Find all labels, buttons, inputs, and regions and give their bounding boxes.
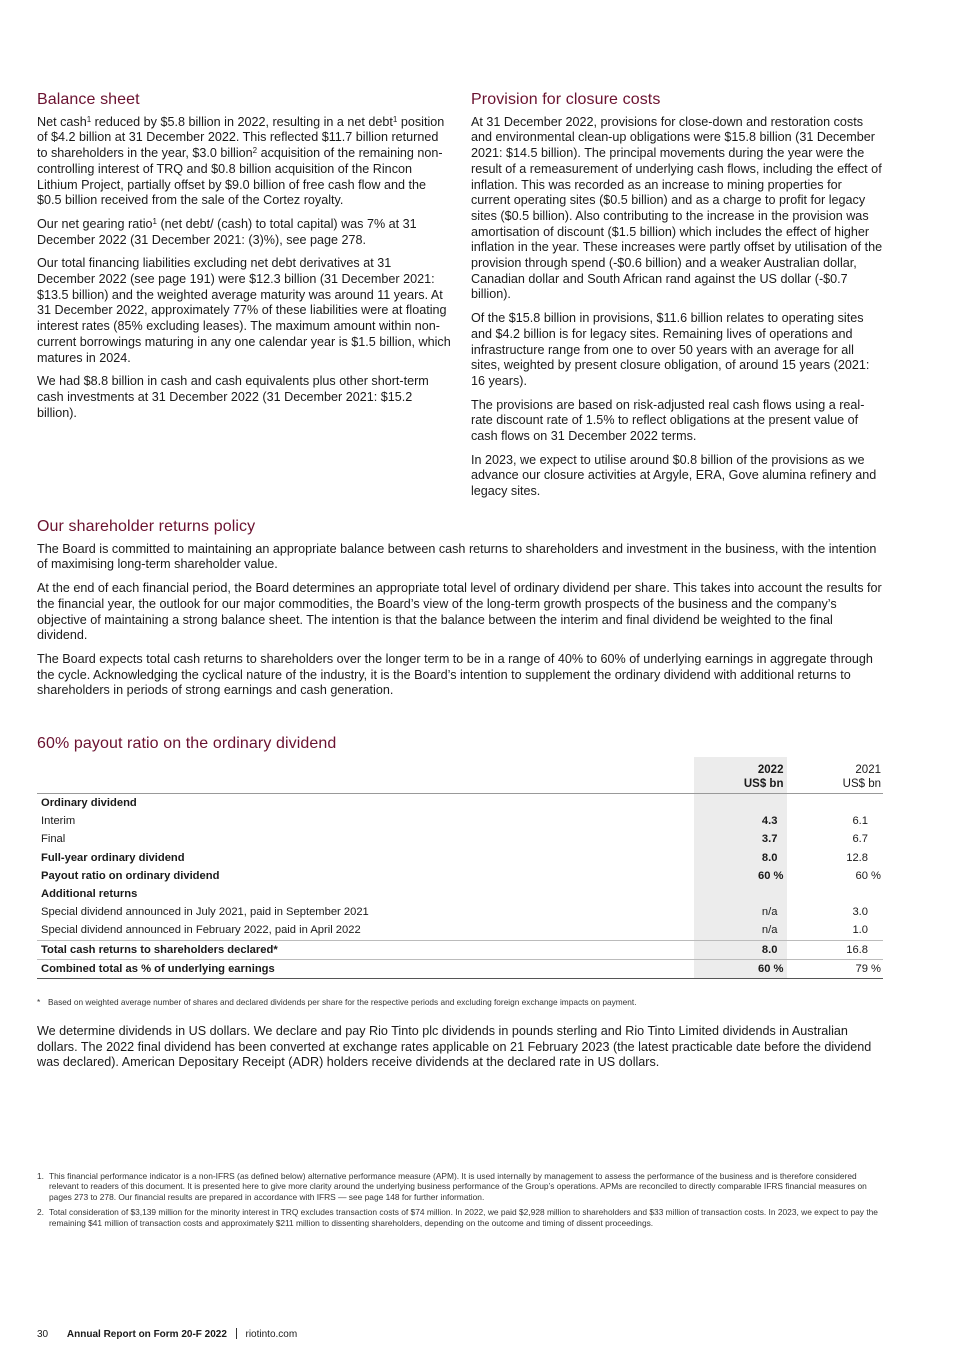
table-row: Combined total as % of underlying earnings 60 % 79 % <box>37 959 883 978</box>
col-2021-header: 2021 US$ bn <box>842 764 881 790</box>
text: (net debt/ (cash) to total capital) was 7% at 31 December 2022 (31 December 2021: (3)%), see page 278. <box>37 216 417 247</box>
shareholder-returns-section <box>37 519 883 707</box>
col-2022-header: 2022 US$ bn <box>694 757 787 794</box>
table-row: Total cash returns to shareholders declared* 8.0 16.8 <box>37 940 883 959</box>
table-row: Final 3.7 6.7 <box>37 830 883 848</box>
paragraph: Of the $15.8 billion in provisions, $11.6 billion relates to operating sites and $4.2 billion is for legacy sites. Remaining lives of operations and infrastructure range from one to over 50 years with an average for all sites, weighted by present closure obligation, of around 15 years (2021: 16 years). <box>471 311 870 388</box>
table-row: Payout ratio on ordinary dividend 60 % 60 % <box>37 867 883 885</box>
text: Net cash <box>37 114 87 129</box>
footnote-marker: * <box>37 997 41 1007</box>
footnote-number: 2. <box>37 1207 44 1218</box>
footnote-number: 1. <box>37 1171 44 1181</box>
paragraph: In 2023, we expect to utilise around $0.8 billion of the provisions as we advance our closure activities at Argyle, ERA, Gove alumina refinery and legacy sites. <box>471 452 877 499</box>
divider <box>236 1328 237 1339</box>
document-title: Annual Report on Form 20-F 2022 <box>66 1329 227 1340</box>
paragraph <box>37 115 452 209</box>
section-title: Provision for closure costs <box>471 91 661 108</box>
page-number: 30 <box>37 1329 49 1340</box>
paragraph: Our total financing liabilities excluding net debt derivatives at 31 December 2022 (see page 191) were $12.3 billion (31 December 2021: $13.5 billion) and the weighted average maturity was around 11 years. At 31 December 2022, approximately 77% of these liabilities were at floating interest rates (85% excluding leases). The maximum amount within non-current borrowings maturing in any one calendar year is $1.5 billion, which matures in 2024. <box>37 256 451 365</box>
footnote <box>37 1207 883 1228</box>
paragraph: The Board expects total cash returns to shareholders over the longer term to be in a range of 40% to 60% of underlying earnings in aggregate through the cycle. Acknowledging the cyclical nature of the industry, it is the Board’s intention to supplement the ordinary dividend with additional returns to shareholders in periods of strong earnings and cash generation. <box>37 651 873 698</box>
paragraph: The Board is committed to maintaining an appropriate balance between cash returns to shareholders and investment in the business, with the intention of maximising long-term shareholder value. <box>37 541 877 572</box>
table-title: 60% payout ratio on the ordinary dividend <box>37 735 337 752</box>
table-row: Special dividend announced in July 2021, paid in September 2021 n/a 3.0 <box>37 903 883 921</box>
text: Our net gearing ratio <box>37 216 153 231</box>
text: acquisition of the remaining non-controlling interest of TRQ and $0.8 billion acquisition of the Rincon Lithium Project, partially offset by $9.0 billion of free cash flow and the $0.5 billion received from the sale of the Cortez royalty. <box>37 146 443 208</box>
paragraph <box>37 217 452 248</box>
footnote-text: Based on weighted average number of shares and declared dividends per share for the respective periods and excluding foreign exchange impacts on payment. <box>48 997 637 1007</box>
footnote-ref: 1 <box>152 216 157 226</box>
table-row: Full-year ordinary dividend 8.0 12.8 <box>37 849 883 867</box>
footnote <box>37 1171 883 1202</box>
paragraph: At 31 December 2022, provisions for close-down and restoration costs and environmental clean-up obligations were $15.8 billion (31 December 2021: $14.5 billion). The principal movements during the year were the result of a remeasurement of underlying cash flows, including the effect of inflation. This was recorded as an increase to mining properties for current operating sites ($0.5 billion) and as a charge to profit for legacy sites ($0.5 billion). Also contributing to the increase in the provision was amortisation of discount ($1.5 billion) which includes the effect of higher inflation in the year. These increases were partly offset by utilisation of the provision through spend (-$0.6 billion) and a weaker Australian dollar, Canadian dollar and South African rand against the US dollar (-$0.7 billion). <box>471 114 883 302</box>
text: position of $4.2 billion at 31 December 2022. This reflected $11.7 billion returned to shareholders in the year, $3.0 billion <box>37 114 445 161</box>
closure-costs-section <box>471 92 883 508</box>
paragraph: At the end of each financial period, the Board determines an appropriate total level of ordinary dividend per share. This takes into account the results for the financial year, the outlook for our major commodities, the Board’s view of the long-term growth prospects of the business and the company’s objective of maintaining a strong balance sheet. The intention is that the balance between the interim and final dividend be weighted to the final dividend. <box>37 581 882 643</box>
table-header <box>37 757 883 794</box>
page-footnotes <box>37 1171 883 1233</box>
table-footnote <box>37 997 883 1007</box>
paragraph: The provisions are based on risk-adjusted real cash flows using a real-rate discount rate of 1.5% to reflect obligations at the present value of cash flows on 31 December 2022 terms. <box>471 397 865 444</box>
paragraph: We had $8.8 billion in cash and cash equivalents plus other short-term cash investments at 31 December 2022 (31 December 2021: $15.2 billion). <box>37 374 429 420</box>
table-row: Interim 4.3 6.1 <box>37 812 883 830</box>
table-row: Additional returns <box>37 885 883 903</box>
footnote-ref: 1 <box>86 114 92 124</box>
text: reduced by $5.8 billion in 2022, resulting in a net debt <box>91 114 393 129</box>
section-title: Balance sheet <box>37 91 140 108</box>
footnote-text: This financial performance indicator is a non-IFRS (as defined below) alternative performance measure (APM). It is used internally by management to assess the performance of the business and is therefore considered relevant to readers of this document. It is presented here to give more clarity around the underlying business performance of the Group’s operations. APMs are reconciled to directly comparable IFRS financial measures on pages 273 to 278. Our financial results are prepared in accordance with IFRS — see page 148 for further information. <box>49 1171 867 1202</box>
section-title: Our shareholder returns policy <box>37 518 256 535</box>
balance-sheet-section <box>37 92 452 429</box>
footnote-ref: 2 <box>252 146 258 156</box>
footnote-text: Total consideration of $3,139 million for the minority interest in TRQ excludes transaction costs of $74 million. In 2022, we paid $2,928 million to shareholders and $33 million of transaction costs. In 2023, we expect to pay the remaining $41 million of transaction costs and approximately $211 million to dissenting shareholders, depending on the outcome and timing of dissent proceedings. <box>49 1207 878 1228</box>
payout-table <box>37 757 883 979</box>
table-row: Ordinary dividend <box>37 794 883 813</box>
dividends-paragraph: We determine dividends in US dollars. We declare and pay Rio Tinto plc dividends in pounds sterling and Rio Tinto Limited dividends in Australian dollars. The 2022 final dividend has been converted at exchange rates applicable on 21 February 2023 (the latest practicable date before the dividend was declared). American Depositary Receipt (ADR) holders receive dividends at the declared rate in US dollars. <box>37 1024 872 1070</box>
table-row: Special dividend announced in February 2022, paid in April 2022 n/a 1.0 <box>37 921 883 940</box>
website-link[interactable]: riotinto.com <box>245 1329 298 1340</box>
footnote-ref: 1 <box>392 114 398 124</box>
page-footer <box>37 1328 297 1340</box>
